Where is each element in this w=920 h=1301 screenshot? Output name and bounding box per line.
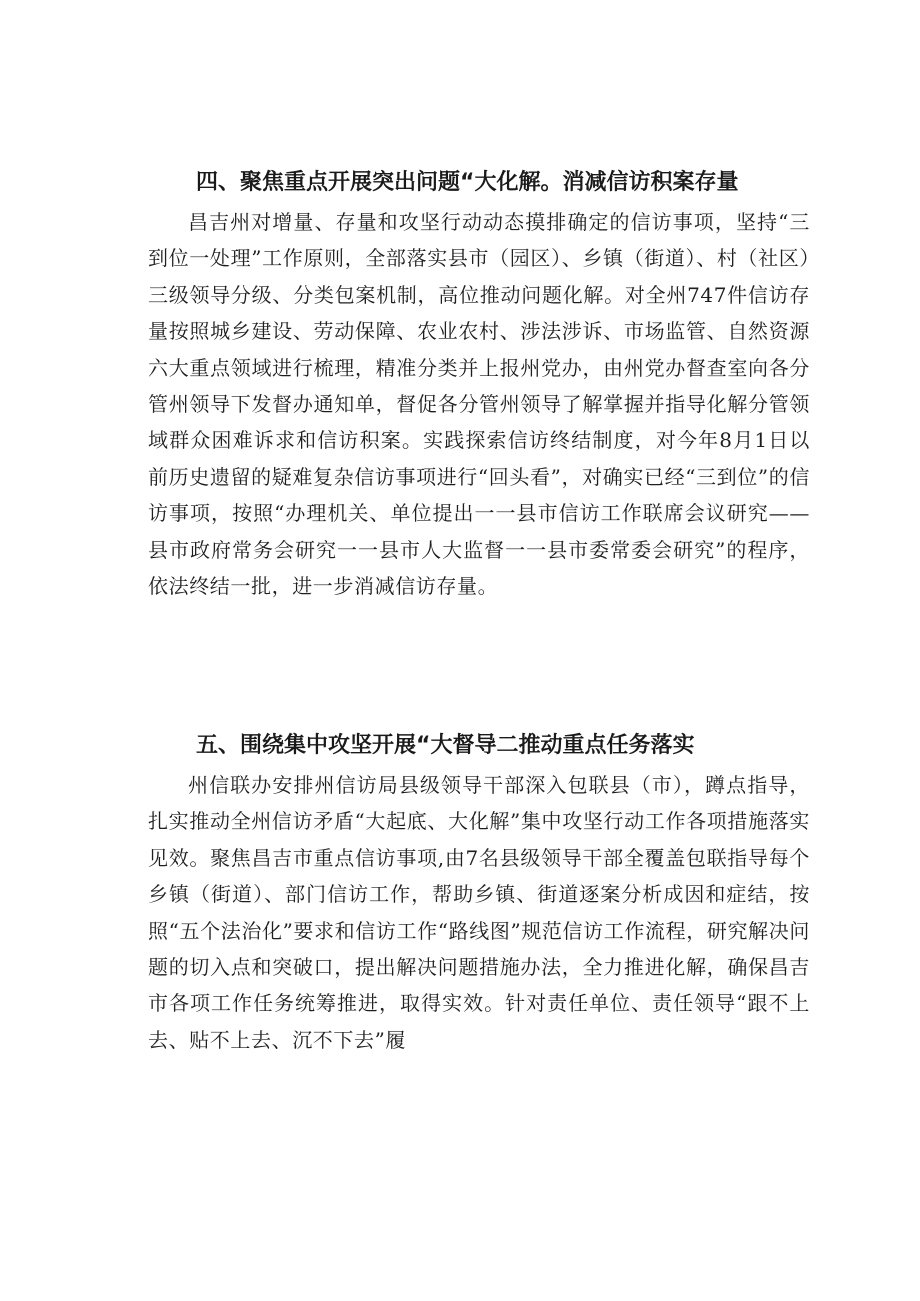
- section-4-heading: 四、聚焦重点开展突出问题“大化解。消减信访积案存量: [196, 170, 739, 195]
- section-5-paragraph: 州信联办安排州信访局县级领导干部深入包联县（市），蹲点指导，扎实推动全州信访矛盾“大起底、大化解”集中攻坚行动工作各项措施落实见效。聚焦昌吉市重点信访事项,由7名县级领导干部全覆盖包联指导每个乡镇（街道）、部门信访工作，帮助乡镇、街道逐案分析成因和症结，按照“五个法治化”要求和信访工作“路线图”规范信访工作流程，研究解决问题的切入点和突破口，提出解决问题措施办法，全力推进化解，确保昌吉市各项工作任务统筹推进，取得实效。针对责任单位、责任领导“跟不上去、贴不上去、沉不下去”履: [148, 773, 810, 1052]
- section-4-paragraph: 昌吉州对增量、存量和攻坚行动动态摸排确定的信访事项，坚持“三到位一处理”工作原则，全部落实县市（园区）、乡镇（街道）、村（社区）三级领导分级、分类包案机制，高位推动问题化解。对全州747件信访存量按照城乡建设、劳动保障、农业农村、涉法涉诉、市场监管、自然资源六大重点领域进行梳理，精准分类并上报州党办，由州党办督查室向各分管州领导下发督办通知单，督促各分管州领导了解掌握并指导化解分管领域群众困难诉求和信访积案。实践探索信访终结制度，对今年8月1日以前历史遗留的疑难复杂信访事项进行“回头看”，对确实已经“三到位”的信访事项，按照“办理机关、单位提出一一县市信访工作联席会议研究——县市政府常务会研究一一县市人大监督一一县市委常委会研究”的程序，依法终结一批，进一步消减信访存量。: [148, 210, 810, 599]
- section-5-heading: 五、围绕集中攻坚开展“大督导二推动重点任务落实: [196, 733, 695, 758]
